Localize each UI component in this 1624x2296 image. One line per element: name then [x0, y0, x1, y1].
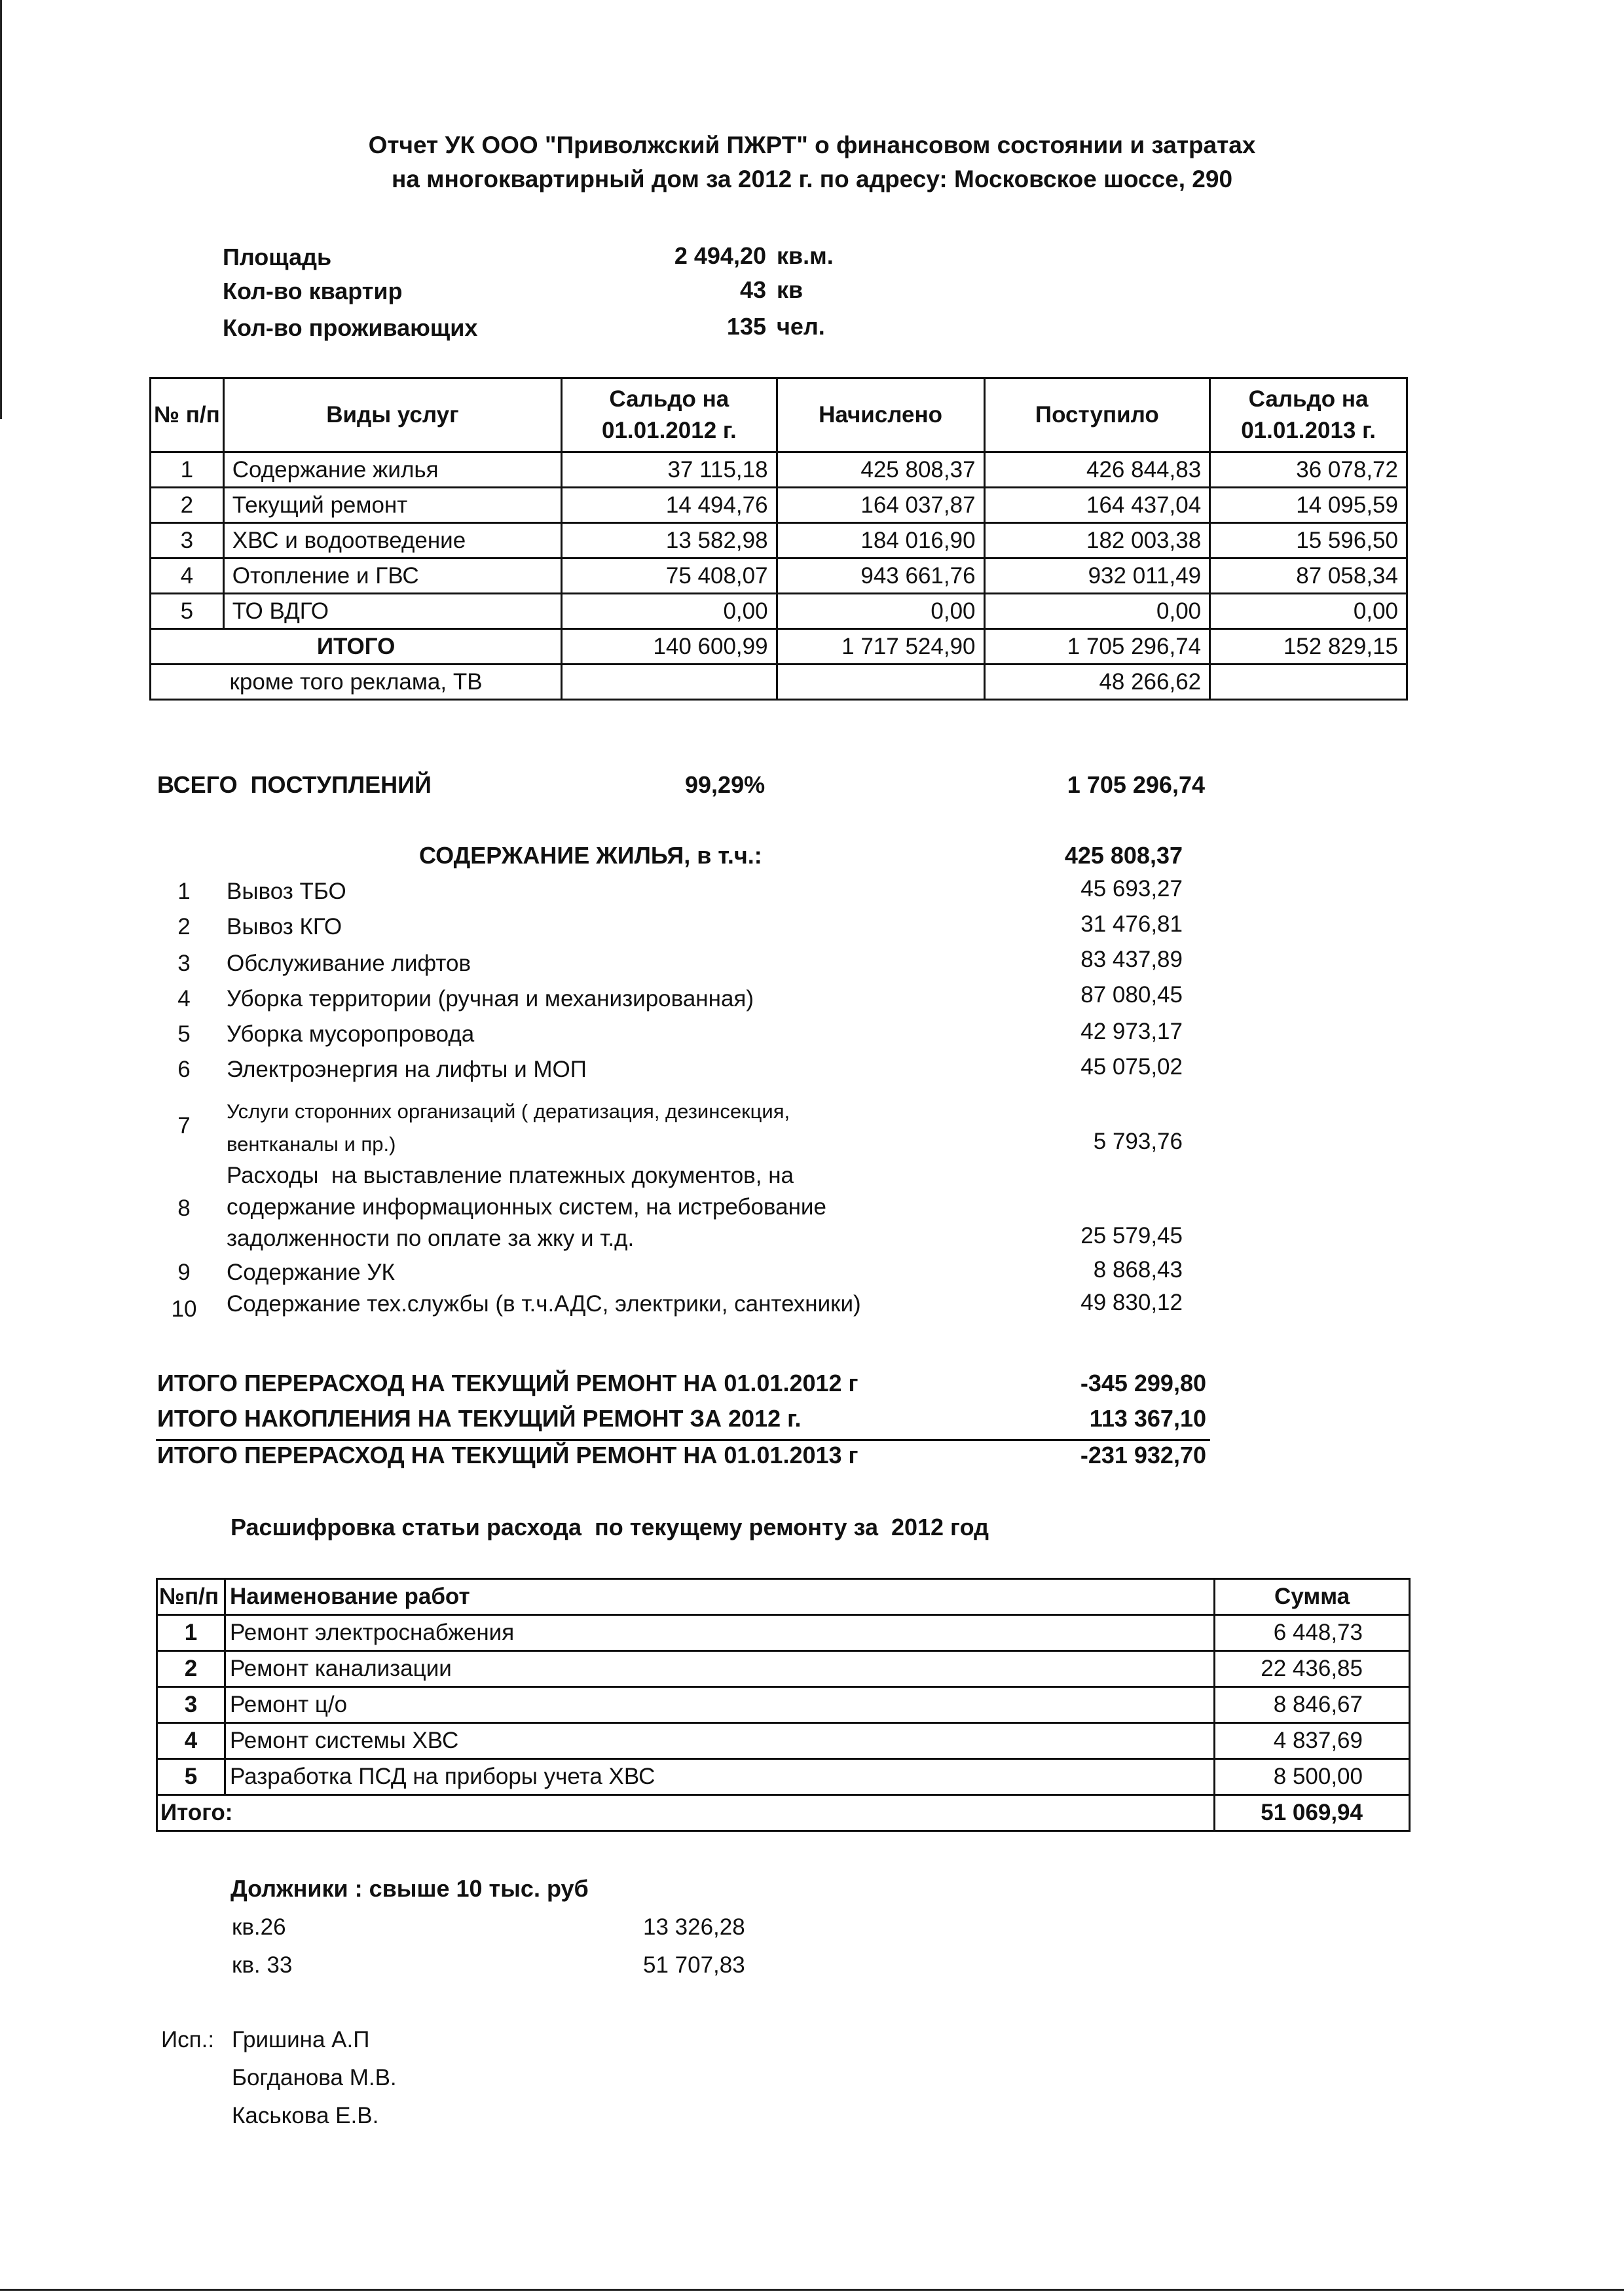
header-charged: Начислено	[777, 378, 984, 452]
total-received: 1 705 296,74	[984, 629, 1210, 665]
row-service: ХВС и водоотведение	[223, 523, 561, 558]
list-item-number: 10	[171, 1296, 197, 1322]
repair-row-name: Ремонт ц/о	[225, 1687, 1214, 1723]
table-row	[151, 558, 1407, 594]
debtor-apartment: кв.26	[232, 1914, 286, 1940]
repair-row-number: 2	[157, 1651, 225, 1687]
report-title-line1: Отчет УК ООО "Приволжский ПЖРТ" о финансовом состоянии и затратах	[368, 132, 1256, 158]
list-item-number: 1	[177, 879, 191, 904]
repair-row-sum: 8 500,00	[1215, 1759, 1410, 1795]
row-saldo-start: 0,00	[562, 594, 777, 629]
row-saldo-start: 13 582,98	[562, 523, 777, 558]
table-row	[157, 1615, 1410, 1651]
executor-name: Богданова М.В.	[232, 2065, 397, 2090]
total-saldo-end: 152 829,15	[1210, 629, 1407, 665]
row-number: 5	[151, 594, 224, 629]
table-row	[157, 1723, 1410, 1759]
list-item-number: 9	[177, 1260, 191, 1285]
row-saldo-end: 87 058,34	[1210, 558, 1407, 594]
info-value-residents: 135	[726, 313, 766, 340]
repair-row-number: 4	[157, 1723, 225, 1759]
debtor-amount: 13 326,28	[643, 1914, 745, 1940]
services-table	[149, 377, 1408, 701]
row-received: 0,00	[984, 594, 1210, 629]
list-item-value: 8 868,43	[1093, 1257, 1183, 1283]
repair-breakdown-table	[156, 1578, 1411, 1832]
repair-row-name: Разработка ПСД на приборы учета ХВС	[225, 1759, 1214, 1795]
repair-row-sum: 4 837,69	[1215, 1723, 1410, 1759]
scan-edge-mark	[0, 0, 2, 419]
row-received: 932 011,49	[984, 558, 1210, 594]
repair-total-value: 113 367,10	[1089, 1405, 1206, 1432]
repair-total-sum: 51 069,94	[1215, 1795, 1410, 1831]
row-charged: 943 661,76	[777, 558, 984, 594]
executor-name: Каськова Е.В.	[232, 2103, 379, 2128]
report-title-line2: на многоквартирный дом за 2012 г. по адресу: Московское шоссе, 290	[391, 166, 1233, 192]
list-item-number: 5	[177, 1021, 191, 1047]
list-item-text: Обслуживание лифтов	[227, 951, 471, 976]
row-service: Отопление и ГВС	[223, 558, 561, 594]
info-unit-apartments: кв	[777, 276, 803, 303]
repair-row-sum: 22 436,85	[1215, 1651, 1410, 1687]
extra-empty-2	[777, 665, 984, 700]
list-item-text: Расходы на выставление платежных документов, на	[227, 1163, 794, 1188]
header-number: № п/п	[151, 378, 224, 452]
executor-name: Гришина А.П	[232, 2027, 370, 2052]
repair-breakdown-title: Расшифровка статьи расхода по текущему ремонту за 2012 год	[231, 1514, 989, 1540]
header-saldo-start	[562, 378, 777, 452]
list-item-value: 49 830,12	[1080, 1290, 1183, 1315]
debtor-apartment: кв. 33	[232, 1952, 293, 1978]
extra-empty-1	[562, 665, 777, 700]
row-saldo-start: 37 115,18	[562, 452, 777, 488]
total-saldo-start: 140 600,99	[562, 629, 777, 665]
list-item-number: 4	[177, 986, 191, 1011]
repair-total-value: -231 932,70	[1080, 1442, 1206, 1468]
extra-label: кроме того реклама, ТВ	[151, 665, 562, 700]
executors-label: Исп.:	[161, 2027, 215, 2052]
table-row	[157, 1687, 1410, 1723]
info-value-apartments: 43	[739, 276, 766, 303]
list-item-number: 7	[177, 1113, 191, 1139]
row-number: 2	[151, 488, 224, 523]
header-saldo-start-text: Сальдо на 01.01.2012 г.	[602, 386, 737, 443]
services-header-row	[151, 378, 1407, 452]
table-row	[157, 1759, 1410, 1795]
total-received-label: ВСЕГО ПОСТУПЛЕНИЙ	[157, 771, 432, 798]
scan-bottom-edge	[0, 2289, 1624, 2291]
list-item-value: 5 793,76	[1093, 1129, 1183, 1154]
total-charged: 1 717 524,90	[777, 629, 984, 665]
list-item-number: 6	[177, 1057, 191, 1082]
row-saldo-start: 75 408,07	[562, 558, 777, 594]
housing-value: 425 808,37	[1064, 842, 1183, 869]
header-received: Поступило	[984, 378, 1210, 452]
list-item-text: Вывоз КГО	[227, 914, 342, 939]
row-charged: 184 016,90	[777, 523, 984, 558]
services-total-row	[151, 629, 1407, 665]
row-number: 1	[151, 452, 224, 488]
header-saldo-end	[1210, 378, 1407, 452]
repair-total-value: -345 299,80	[1080, 1370, 1206, 1396]
repair-header-number: №п/п	[157, 1579, 225, 1615]
list-item-text: содержание информационных систем, на истребование	[227, 1194, 826, 1220]
total-received-percent: 99,29%	[685, 771, 766, 798]
info-value-area: 2 494,20	[674, 242, 766, 269]
list-item-text: Услуги сторонних организаций ( дератизация, дезинсекция,	[227, 1100, 790, 1123]
list-item-text: Вывоз ТБО	[227, 879, 346, 904]
extra-empty-3	[1210, 665, 1407, 700]
row-charged: 164 037,87	[777, 488, 984, 523]
row-number: 4	[151, 558, 224, 594]
row-saldo-start: 14 494,76	[562, 488, 777, 523]
row-received: 182 003,38	[984, 523, 1210, 558]
repair-row-name: Ремонт системы ХВС	[225, 1723, 1214, 1759]
row-charged: 425 808,37	[777, 452, 984, 488]
repair-total-row	[157, 1795, 1410, 1831]
list-item-text: Уборка территории (ручная и механизированная)	[227, 986, 754, 1011]
services-extra-row	[151, 665, 1407, 700]
header-saldo-end-text: Сальдо на 01.01.2013 г.	[1241, 386, 1376, 443]
repair-row-name: Ремонт электроснабжения	[225, 1615, 1214, 1651]
repair-row-sum: 6 448,73	[1215, 1615, 1410, 1651]
list-item-text: Уборка мусоропровода	[227, 1021, 475, 1047]
repair-total-label: ИТОГО ПЕРЕРАСХОД НА ТЕКУЩИЙ РЕМОНТ НА 01.01.2012 г	[157, 1370, 858, 1396]
list-item-value: 42 973,17	[1080, 1019, 1183, 1044]
list-item-text: Содержание тех.службы (в т.ч.АДС, электрики, сантехники)	[227, 1291, 861, 1317]
repair-total-label: ИТОГО НАКОПЛЕНИЯ НА ТЕКУЩИЙ РЕМОНТ ЗА 2012 г.	[157, 1405, 802, 1432]
list-item-value: 25 579,45	[1080, 1223, 1183, 1248]
row-charged: 0,00	[777, 594, 984, 629]
row-saldo-end: 0,00	[1210, 594, 1407, 629]
info-label-area: Площадь	[223, 244, 332, 270]
row-service: ТО ВДГО	[223, 594, 561, 629]
repair-header-name: Наименование работ	[225, 1579, 1214, 1615]
housing-label: СОДЕРЖАНИЕ ЖИЛЬЯ, в т.ч.:	[419, 842, 762, 869]
row-received: 426 844,83	[984, 452, 1210, 488]
info-unit-residents: чел.	[777, 313, 825, 340]
repair-row-name: Ремонт канализации	[225, 1651, 1214, 1687]
list-item-value: 31 476,81	[1080, 911, 1183, 937]
row-service: Текущий ремонт	[223, 488, 561, 523]
info-unit-area: кв.м.	[777, 242, 834, 269]
total-received-value: 1 705 296,74	[1067, 771, 1205, 798]
repair-totals-separator	[156, 1439, 1210, 1441]
row-number: 3	[151, 523, 224, 558]
info-label-apartments: Кол-во квартир	[223, 278, 403, 304]
repair-header-sum: Сумма	[1215, 1579, 1410, 1615]
list-item-text: вентканалы и пр.)	[227, 1133, 396, 1156]
table-row	[151, 594, 1407, 629]
header-service: Виды услуг	[223, 378, 561, 452]
list-item-value: 45 693,27	[1080, 876, 1183, 902]
row-saldo-end: 36 078,72	[1210, 452, 1407, 488]
repair-row-number: 1	[157, 1615, 225, 1651]
table-row	[151, 488, 1407, 523]
table-row	[157, 1651, 1410, 1687]
list-item-text: Содержание УК	[227, 1260, 395, 1285]
repair-row-sum: 8 846,67	[1215, 1687, 1410, 1723]
list-item-number: 2	[177, 914, 191, 939]
list-item-value: 45 075,02	[1080, 1054, 1183, 1080]
list-item-text: Электроэнергия на лифты и МОП	[227, 1057, 587, 1082]
list-item-value: 83 437,89	[1080, 947, 1183, 972]
repair-total-label: ИТОГО ПЕРЕРАСХОД НА ТЕКУЩИЙ РЕМОНТ НА 01.01.2013 г	[157, 1442, 858, 1468]
table-row	[151, 523, 1407, 558]
row-saldo-end: 14 095,59	[1210, 488, 1407, 523]
report-title	[0, 128, 1624, 196]
row-received: 164 437,04	[984, 488, 1210, 523]
total-label: ИТОГО	[151, 629, 562, 665]
row-service: Содержание жилья	[223, 452, 561, 488]
debtor-amount: 51 707,83	[643, 1952, 745, 1978]
list-item-number: 8	[177, 1195, 191, 1221]
extra-received: 48 266,62	[984, 665, 1210, 700]
repair-header-row	[157, 1579, 1410, 1615]
debtors-title: Должники : свыше 10 тыс. руб	[231, 1875, 589, 1902]
repair-row-number: 5	[157, 1759, 225, 1795]
list-item-text: задолженности по оплате за жку и т.д.	[227, 1226, 635, 1251]
repair-total-label: Итого:	[157, 1795, 1215, 1831]
repair-row-number: 3	[157, 1687, 225, 1723]
table-row	[151, 452, 1407, 488]
list-item-value: 87 080,45	[1080, 982, 1183, 1008]
list-item-number: 3	[177, 951, 191, 976]
row-saldo-end: 15 596,50	[1210, 523, 1407, 558]
info-label-residents: Кол-во проживающих	[223, 314, 478, 341]
